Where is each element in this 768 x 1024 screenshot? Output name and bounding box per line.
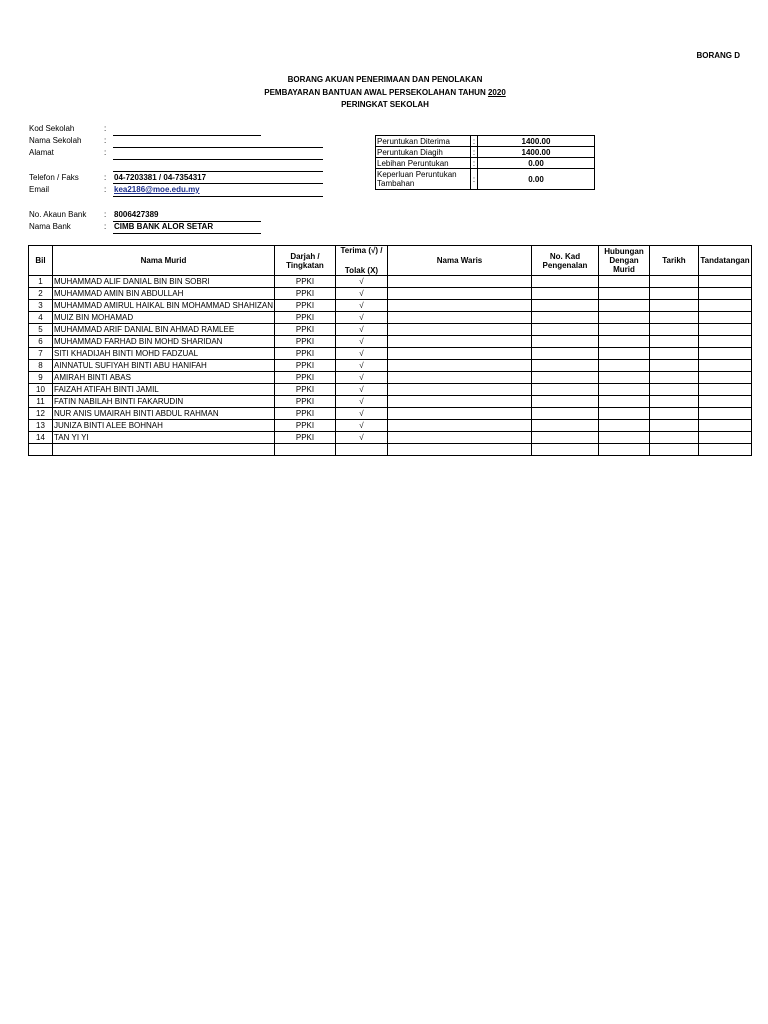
row-status	[335, 444, 387, 456]
row-tarikh[interactable]	[649, 384, 698, 396]
table-row	[29, 348, 752, 360]
colon: :	[104, 185, 107, 194]
form-title: BORANG AKUAN PENERIMAAN DAN PENOLAKAN	[287, 75, 483, 84]
row-nama-waris[interactable]	[387, 408, 531, 420]
colon: :	[104, 148, 107, 157]
table-row	[29, 360, 752, 372]
row-kad-pengenalan[interactable]	[531, 372, 598, 384]
row-tarikh[interactable]	[649, 396, 698, 408]
row-kad-pengenalan[interactable]	[531, 300, 598, 312]
allocation-value: 0.00	[478, 169, 595, 190]
row-darjah: PPKI	[274, 348, 335, 360]
alamat-field-line2[interactable]	[113, 171, 323, 172]
row-darjah: PPKI	[274, 276, 335, 288]
row-bil: 6	[29, 336, 53, 348]
kod-sekolah-label: Kod Sekolah	[29, 124, 75, 133]
row-hubungan[interactable]	[598, 372, 649, 384]
row-darjah: PPKI	[274, 384, 335, 396]
row-status: √	[335, 384, 387, 396]
table-row	[29, 300, 752, 312]
row-nama-waris[interactable]	[387, 372, 531, 384]
allocation-label: Peruntukan Diterima	[376, 136, 471, 147]
row-tarikh[interactable]	[649, 360, 698, 372]
row-status: √	[335, 312, 387, 324]
table-row	[29, 444, 752, 456]
table-row	[29, 312, 752, 324]
row-hubungan[interactable]	[598, 396, 649, 408]
allocation-table	[375, 135, 595, 190]
form-subtitle	[200, 88, 570, 97]
row-nama-waris[interactable]	[387, 396, 531, 408]
row-tarikh[interactable]	[649, 276, 698, 288]
row-bil: 12	[29, 408, 53, 420]
row-status: √	[335, 336, 387, 348]
email-label: Email	[29, 185, 50, 194]
header-tarikh: Tarikh	[649, 246, 698, 276]
header-tandatangan: Tandatangan	[698, 246, 751, 276]
row-darjah	[274, 444, 335, 456]
header-hubungan: Hubungan Dengan Murid	[598, 246, 649, 276]
row-hubungan[interactable]	[598, 276, 649, 288]
colon: :	[104, 124, 107, 133]
row-hubungan[interactable]	[598, 384, 649, 396]
row-bil: 1	[29, 276, 53, 288]
row-tandatangan[interactable]	[698, 276, 751, 288]
row-darjah: PPKI	[274, 396, 335, 408]
colon: :	[471, 136, 478, 147]
form-code: BORANG D	[696, 51, 740, 60]
row-bil: 7	[29, 348, 53, 360]
row-nama-murid: MUHAMMAD FARHAD BIN MOHD SHARIDAN	[53, 336, 275, 348]
colon: :	[471, 147, 478, 158]
subtitle-year: 2020	[487, 88, 506, 97]
allocation-row	[376, 136, 595, 147]
row-kad-pengenalan[interactable]	[531, 324, 598, 336]
table-row	[29, 384, 752, 396]
row-kad-pengenalan[interactable]	[531, 360, 598, 372]
row-tandatangan[interactable]	[698, 372, 751, 384]
row-nama-murid: MUHAMMAD AMIN BIN ABDULLAH	[53, 288, 275, 300]
row-kad-pengenalan[interactable]	[531, 408, 598, 420]
row-nama-murid: MUHAMMAD AMIRUL HAIKAL BIN MOHAMMAD SHAHIZAN	[54, 301, 273, 310]
row-bil: 3	[29, 300, 53, 312]
row-bil: 9	[29, 372, 53, 384]
header-terima	[335, 246, 387, 276]
telefon-label: Telefon / Faks	[29, 173, 79, 182]
row-kad-pengenalan[interactable]	[531, 420, 598, 432]
row-nama-murid: SITI KHADIJAH BINTI MOHD FADZUAL	[53, 348, 275, 360]
row-hubungan[interactable]	[598, 288, 649, 300]
row-hubungan[interactable]	[598, 336, 649, 348]
colon: :	[104, 173, 107, 182]
table-row	[29, 372, 752, 384]
row-tandatangan[interactable]	[698, 420, 751, 432]
table-row	[29, 408, 752, 420]
bank-value: CIMB BANK ALOR SETAR	[114, 222, 214, 231]
row-bil: 11	[29, 396, 53, 408]
row-hubungan[interactable]	[598, 360, 649, 372]
row-nama-murid: MUHAMMAD ALIF DANIAL BIN BIN SOBRI	[53, 276, 275, 288]
row-darjah: PPKI	[274, 324, 335, 336]
row-darjah: PPKI	[274, 288, 335, 300]
row-darjah: PPKI	[274, 408, 335, 420]
header-terima-bottom: Tolak (X)	[344, 266, 379, 275]
row-darjah: PPKI	[274, 420, 335, 432]
row-tandatangan[interactable]	[698, 360, 751, 372]
row-nama-murid: TAN YI YI	[53, 432, 275, 444]
row-tarikh[interactable]	[649, 372, 698, 384]
telefon-value: 04-7203381 / 04-7354317	[114, 173, 207, 182]
allocation-value: 1400.00	[478, 147, 595, 158]
row-nama-waris[interactable]	[387, 444, 531, 456]
nama-sekolah-label: Nama Sekolah	[29, 136, 82, 145]
row-tarikh[interactable]	[649, 444, 698, 456]
row-kad-pengenalan[interactable]	[531, 384, 598, 396]
row-bil: 8	[29, 360, 53, 372]
allocation-row	[376, 147, 595, 158]
row-status: √	[335, 348, 387, 360]
row-nama-waris[interactable]	[387, 420, 531, 432]
row-darjah: PPKI	[274, 300, 335, 312]
row-tandatangan[interactable]	[698, 384, 751, 396]
row-tandatangan[interactable]	[698, 444, 751, 456]
row-status: √	[335, 288, 387, 300]
allocation-label: Peruntukan Diagih	[376, 147, 471, 158]
akaun-label: No. Akaun Bank	[29, 210, 87, 219]
row-bil: 10	[29, 384, 53, 396]
allocation-row	[376, 169, 595, 190]
allocation-value: 1400.00	[478, 136, 595, 147]
row-tarikh[interactable]	[649, 348, 698, 360]
akaun-value: 8006427389	[114, 210, 159, 219]
email-underline	[113, 196, 323, 197]
colon: :	[104, 210, 107, 219]
row-kad-pengenalan[interactable]	[531, 348, 598, 360]
row-nama-waris[interactable]	[387, 336, 531, 348]
row-nama-murid: FAIZAH ATIFAH BINTI JAMIL	[53, 384, 275, 396]
table-header-row	[29, 246, 752, 276]
colon: :	[471, 169, 478, 190]
table-row	[29, 336, 752, 348]
row-hubungan[interactable]	[598, 432, 649, 444]
colon: :	[471, 158, 478, 169]
row-status: √	[335, 300, 387, 312]
row-tarikh[interactable]	[649, 288, 698, 300]
table-row	[29, 420, 752, 432]
row-nama-waris[interactable]	[387, 360, 531, 372]
bank-underline	[113, 233, 261, 234]
row-status: √	[335, 408, 387, 420]
alamat-field-line1[interactable]	[113, 159, 323, 160]
header-terima-top: Terima (√) /	[340, 246, 383, 255]
row-hubungan[interactable]	[598, 444, 649, 456]
row-tandatangan[interactable]	[698, 408, 751, 420]
row-status: √	[335, 420, 387, 432]
row-nama-murid: AMIRAH BINTI ABAS	[53, 372, 275, 384]
row-bil: 14	[29, 432, 53, 444]
row-nama-murid: NUR ANIS UMAIRAH BINTI ABDUL RAHMAN	[53, 408, 275, 420]
row-nama-waris[interactable]	[387, 348, 531, 360]
row-tarikh[interactable]	[649, 408, 698, 420]
row-tandatangan[interactable]	[698, 324, 751, 336]
table-row	[29, 432, 752, 444]
row-nama-murid: MUHAMMAD ARIF DANIAL BIN AHMAD RAMLEE	[53, 324, 275, 336]
row-status: √	[335, 360, 387, 372]
row-tarikh[interactable]	[649, 300, 698, 312]
header-nama-waris: Nama Waris	[387, 246, 531, 276]
row-nama-waris[interactable]	[387, 288, 531, 300]
row-kad-pengenalan[interactable]	[531, 444, 598, 456]
allocation-value: 0.00	[478, 158, 595, 169]
row-tandatangan[interactable]	[698, 300, 751, 312]
header-kad-pengenalan: No. Kad Pengenalan	[531, 246, 598, 276]
row-status: √	[335, 396, 387, 408]
row-kad-pengenalan[interactable]	[531, 288, 598, 300]
row-nama-waris[interactable]	[387, 276, 531, 288]
header-nama-murid: Nama Murid	[53, 246, 275, 276]
row-nama-waris[interactable]	[387, 432, 531, 444]
table-row	[29, 276, 752, 288]
row-tarikh[interactable]	[649, 420, 698, 432]
row-kad-pengenalan[interactable]	[531, 336, 598, 348]
form-level: PERINGKAT SEKOLAH	[341, 100, 429, 109]
row-hubungan[interactable]	[598, 324, 649, 336]
row-nama-murid: AINNATUL SUFIYAH BINTI ABU HANIFAH	[53, 360, 275, 372]
row-tarikh[interactable]	[649, 324, 698, 336]
row-nama-murid: MUIZ BIN MOHAMAD	[53, 312, 275, 324]
subtitle-text: PEMBAYARAN BANTUAN AWAL PERSEKOLAHAN TAHUN	[264, 88, 486, 97]
allocation-label: Keperluan Peruntukan Tambahan	[376, 169, 471, 190]
row-nama-murid	[53, 444, 275, 456]
row-bil: 13	[29, 420, 53, 432]
email-link[interactable]: kea2186@moe.edu.my	[114, 185, 200, 194]
row-bil: 4	[29, 312, 53, 324]
kod-sekolah-field[interactable]	[113, 135, 261, 136]
row-hubungan[interactable]	[598, 420, 649, 432]
row-kad-pengenalan[interactable]	[531, 312, 598, 324]
row-tandatangan[interactable]	[698, 312, 751, 324]
bank-label: Nama Bank	[29, 222, 71, 231]
row-tarikh[interactable]	[649, 432, 698, 444]
colon: :	[104, 136, 107, 145]
row-kad-pengenalan[interactable]	[531, 396, 598, 408]
row-tarikh[interactable]	[649, 336, 698, 348]
row-hubungan[interactable]	[598, 300, 649, 312]
header-darjah: Darjah / Tingkatan	[274, 246, 335, 276]
row-nama-waris[interactable]	[387, 324, 531, 336]
allocation-label: Lebihan Peruntukan	[376, 158, 471, 169]
table-row	[29, 396, 752, 408]
row-tarikh[interactable]	[649, 312, 698, 324]
row-tandatangan[interactable]	[698, 348, 751, 360]
row-tandatangan[interactable]	[698, 288, 751, 300]
row-tandatangan[interactable]	[698, 336, 751, 348]
row-nama-waris[interactable]	[387, 312, 531, 324]
table-row	[29, 324, 752, 336]
row-nama-waris[interactable]	[387, 384, 531, 396]
row-tandatangan[interactable]	[698, 396, 751, 408]
nama-sekolah-field[interactable]	[113, 147, 323, 148]
header-bil: Bil	[29, 246, 53, 276]
colon: :	[104, 222, 107, 231]
row-status: √	[335, 432, 387, 444]
row-darjah: PPKI	[274, 360, 335, 372]
row-darjah: PPKI	[274, 372, 335, 384]
row-status: √	[335, 324, 387, 336]
alamat-label: Alamat	[29, 148, 54, 157]
table-row	[29, 288, 752, 300]
row-status: √	[335, 276, 387, 288]
row-hubungan[interactable]	[598, 312, 649, 324]
row-darjah: PPKI	[274, 312, 335, 324]
row-nama-murid: FATIN NABILAH BINTI FAKARUDIN	[53, 396, 275, 408]
row-kad-pengenalan[interactable]	[531, 432, 598, 444]
row-tandatangan[interactable]	[698, 432, 751, 444]
row-darjah: PPKI	[274, 336, 335, 348]
row-hubungan[interactable]	[598, 348, 649, 360]
student-table	[28, 245, 752, 456]
allocation-row	[376, 158, 595, 169]
row-darjah: PPKI	[274, 432, 335, 444]
row-bil	[29, 444, 53, 456]
row-nama-murid: JUNIZA BINTI ALEE BOHNAH	[53, 420, 275, 432]
row-hubungan[interactable]	[598, 408, 649, 420]
row-nama-waris[interactable]	[387, 300, 531, 312]
telefon-underline	[113, 183, 323, 184]
row-status: √	[335, 372, 387, 384]
row-bil: 5	[29, 324, 53, 336]
row-bil: 2	[29, 288, 53, 300]
row-kad-pengenalan[interactable]	[531, 276, 598, 288]
